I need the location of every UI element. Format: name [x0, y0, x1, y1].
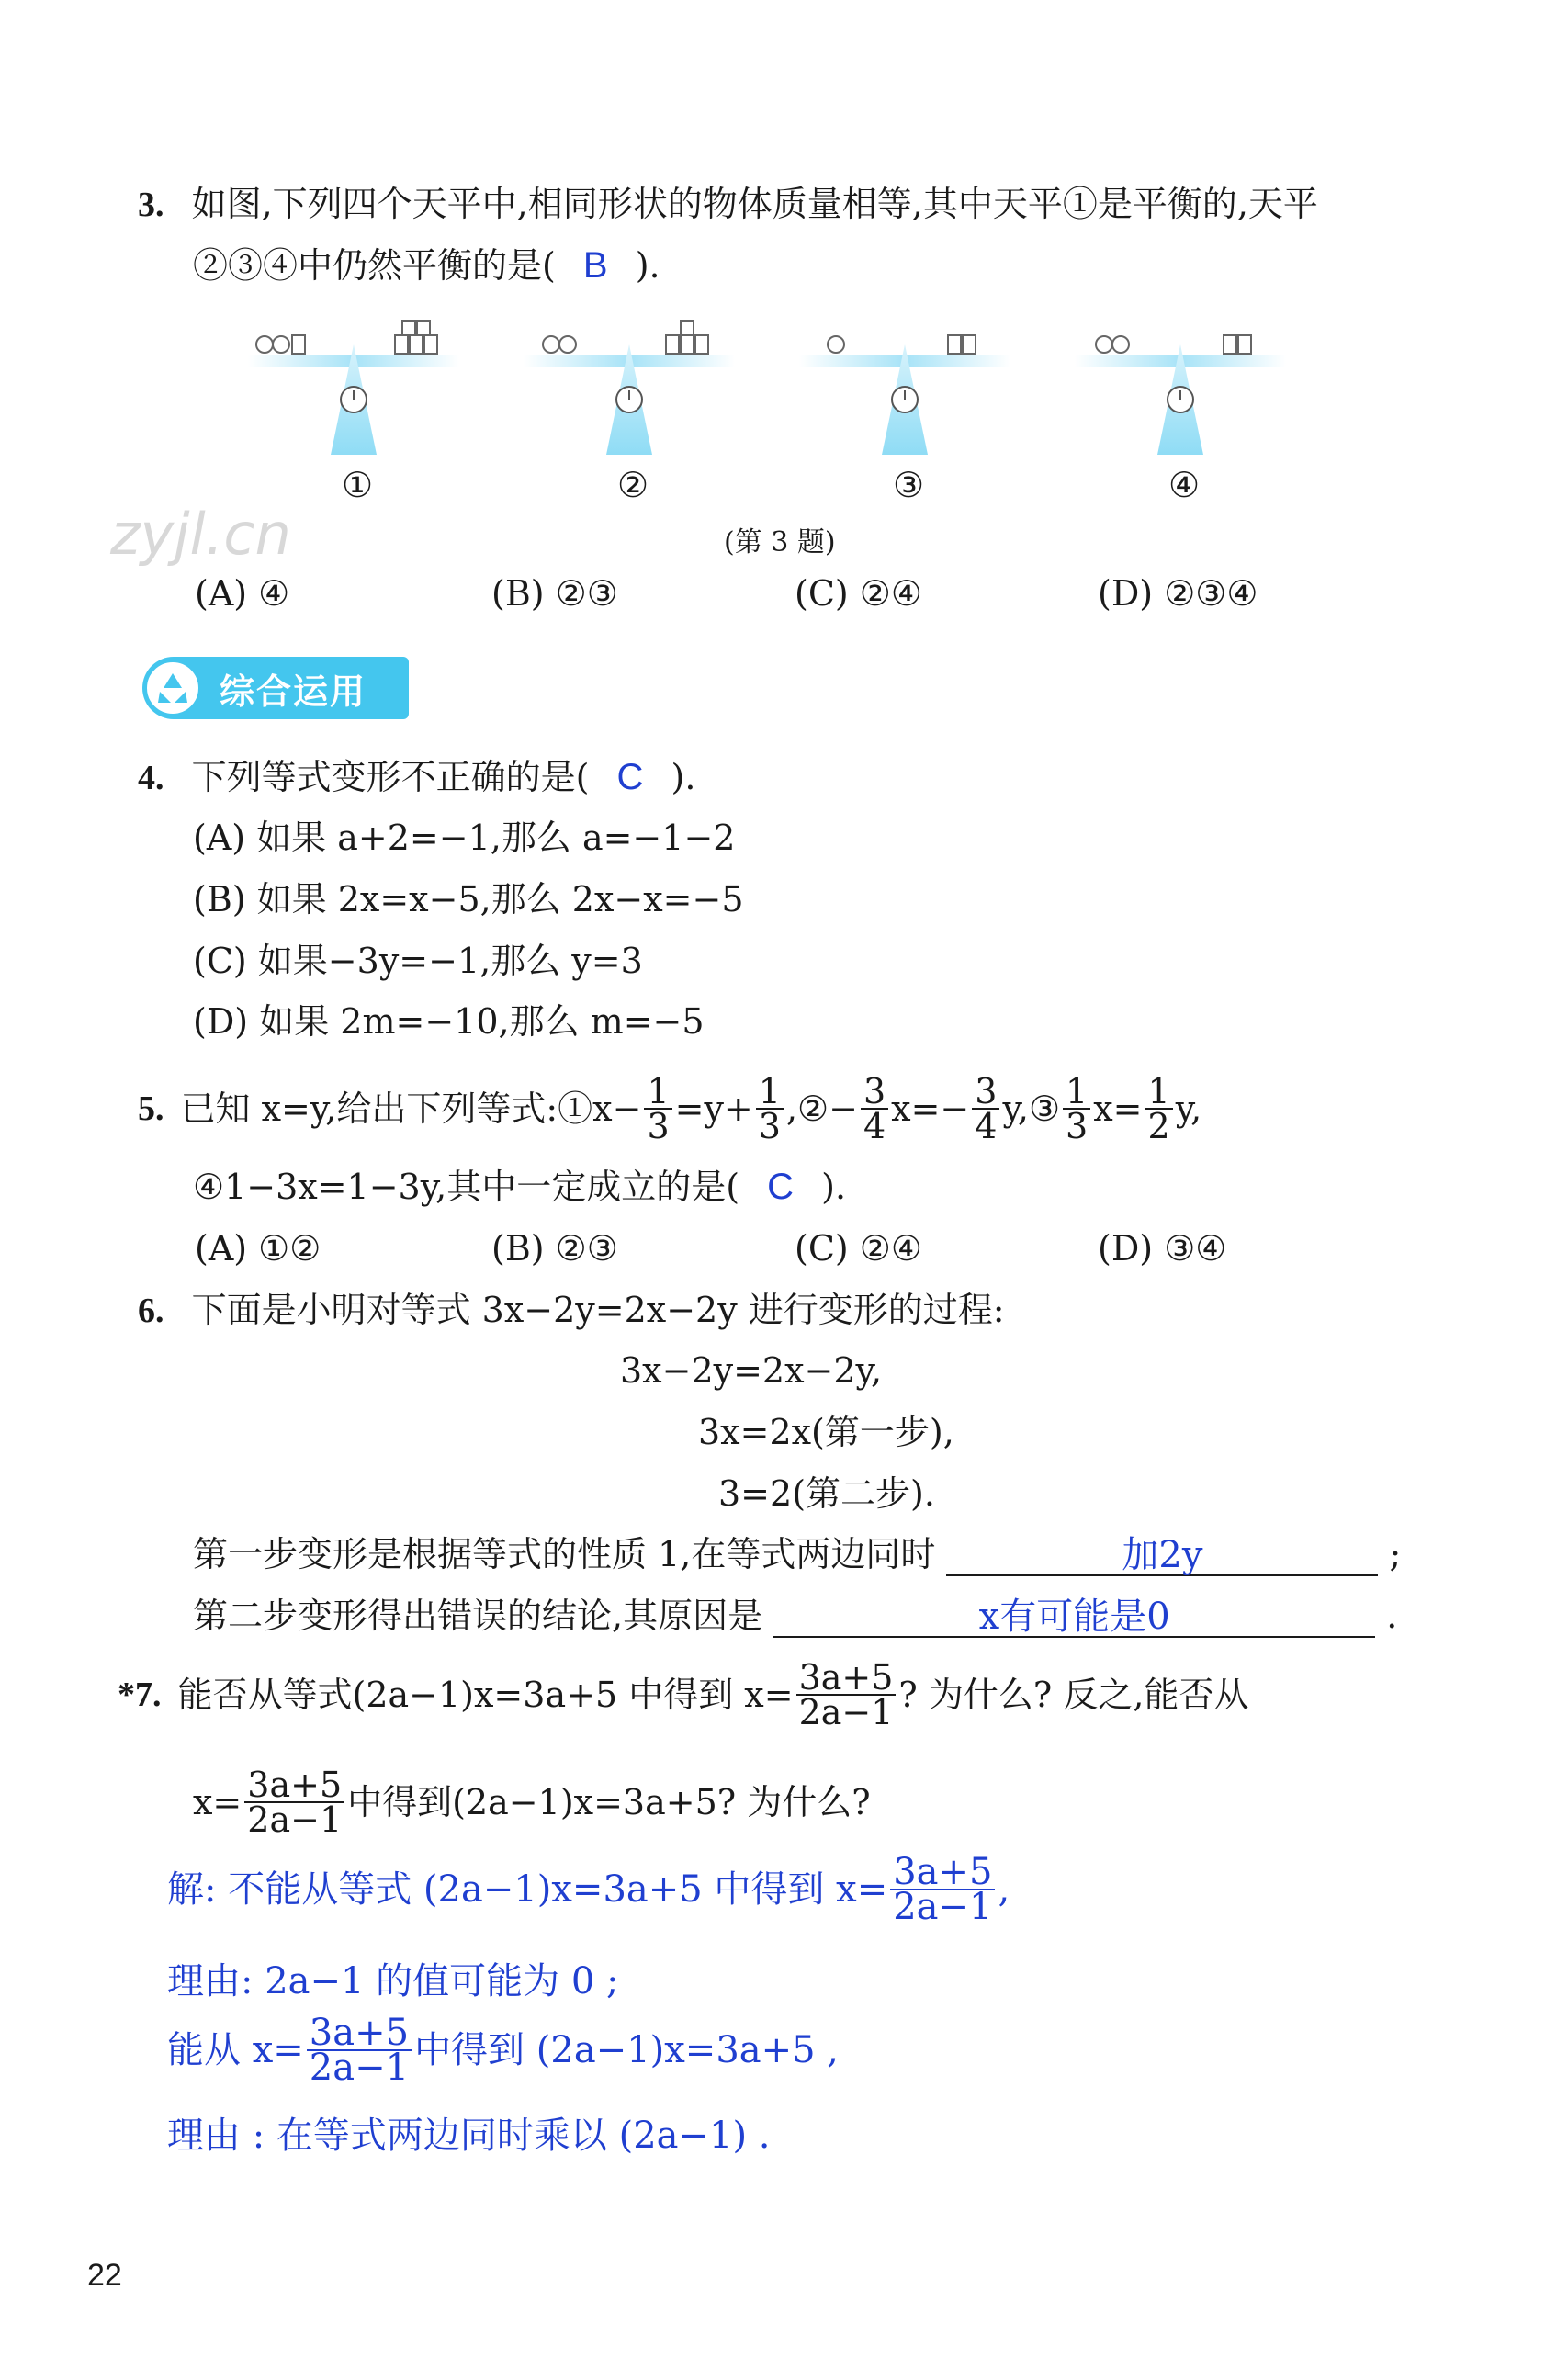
question-text: 能否从等式(2a−1)x=3a+5 中得到 x=: [177, 1675, 794, 1715]
fraction: [644, 1071, 671, 1146]
handwritten-answer: 加2y: [1122, 1534, 1203, 1576]
scale-label-4: ④: [1168, 465, 1201, 505]
numerator: 3: [861, 1075, 888, 1110]
question-3: [138, 182, 1318, 227]
fraction: [972, 1071, 999, 1146]
q4-option-a: (A) 如果 a+2=−1,那么 a=−1−2: [193, 818, 736, 858]
question-text: y,③: [1002, 1089, 1061, 1129]
q4-option-d: (D) 如果 2m=−10,那么 m=−5: [193, 1001, 705, 1042]
q4-option-b: (B) 如果 2x=x−5,那么 2x−x=−5: [193, 879, 744, 919]
question-text: x=: [193, 1782, 243, 1822]
numerator: 1: [1063, 1075, 1090, 1110]
solution-line-2: 理由: 2a−1 的值可能为 0 ;: [167, 1960, 619, 2002]
q4-option-c: (C) 如果−3y=−1,那么 y=3: [193, 941, 643, 981]
numerator: 3a+5: [796, 1661, 897, 1696]
page-number: 22: [87, 2258, 122, 2293]
solution-text: 能从 x=: [167, 2029, 304, 2071]
q5-option-b: (B) ②③: [491, 1228, 618, 1269]
question-text: y,: [1175, 1089, 1202, 1129]
question-number: *7.: [118, 1675, 162, 1714]
handwritten-answer: x有可能是0: [978, 1596, 1170, 1638]
numerator: 1: [644, 1075, 671, 1110]
question-text: ? 为什么? 反之,能否从: [898, 1675, 1249, 1715]
denominator: 3: [1066, 1106, 1089, 1146]
recycle-icon: [144, 660, 201, 716]
balance-scales-figure: [239, 308, 1304, 473]
option-d: (D) ②③④: [1098, 573, 1258, 614]
q5-option-d: (D) ③④: [1098, 1228, 1227, 1269]
fraction: [796, 1657, 897, 1732]
numerator: 3a+5: [307, 2016, 412, 2051]
fill-blank-2: [193, 1594, 1397, 1638]
scale-label-3: ③: [893, 465, 925, 505]
question-text: ;: [1389, 1534, 1402, 1574]
denominator: 2: [1147, 1106, 1170, 1146]
denominator: 4: [863, 1106, 886, 1146]
solution-line-1: [167, 1851, 1010, 1928]
question-3-line2: [193, 243, 660, 288]
fraction: [890, 1851, 995, 1928]
question-text: ④1−3x=1−3y,其中一定成立的是(: [193, 1167, 740, 1207]
scale-label-1: ①: [342, 465, 374, 505]
question-number: 3.: [138, 186, 164, 224]
question-text: x=: [1093, 1089, 1143, 1129]
watermark: zyjl.cn: [110, 501, 291, 568]
numerator: 3a+5: [890, 1856, 995, 1890]
balance-scale-4: [1075, 335, 1286, 455]
solution-line-4: 理由 : 在等式两边同时乘以 (2a−1) .: [167, 2115, 771, 2157]
numerator: 1: [1145, 1075, 1173, 1110]
denominator: 3: [647, 1106, 670, 1146]
derivation-step-3: 3=2(第二步).: [718, 1473, 935, 1514]
balance-scale-3: [799, 335, 1010, 455]
answer-blank: [946, 1536, 1378, 1576]
option-b: (B) ②③: [491, 573, 618, 614]
solution-text: 解: 不能从等式 (2a−1)x=3a+5 中得到 x=: [167, 1868, 888, 1911]
option-c: (C) ②④: [795, 573, 922, 614]
question-7: [118, 1657, 1249, 1732]
question-4: [138, 755, 695, 800]
answer-blank: [773, 1597, 1375, 1638]
denominator: 3: [758, 1106, 781, 1146]
question-text: 第一步变形是根据等式的性质 1,在等式两边同时: [193, 1534, 936, 1574]
question-5-line2: [193, 1165, 846, 1209]
derivation-step-1: 3x−2y=2x−2y,: [620, 1350, 883, 1391]
option-a: (A) ④: [195, 573, 290, 614]
question-text: 下面是小明对等式 3x−2y=2x−2y 进行变形的过程:: [191, 1290, 1005, 1330]
fill-blank-1: [193, 1532, 1401, 1576]
fraction: [1063, 1071, 1090, 1146]
derivation-step-2: 3x=2x(第一步),: [698, 1412, 954, 1452]
question-number: 6.: [138, 1292, 164, 1330]
solution-text: ,: [998, 1868, 1010, 1911]
question-text: 第二步变形得出错误的结论,其原因是: [193, 1596, 763, 1636]
denominator: 2a−1: [247, 1799, 343, 1840]
handwritten-answer: C: [616, 757, 644, 797]
solution-text: 中得到 (2a−1)x=3a+5 ,: [414, 2029, 840, 2071]
question-text: ).: [821, 1167, 847, 1207]
fraction: [861, 1071, 888, 1146]
denominator: 2a−1: [893, 1886, 993, 1928]
question-number: 4.: [138, 759, 164, 797]
question-7-line2: [193, 1765, 871, 1840]
question-text: =y+: [674, 1089, 753, 1129]
question-text: ,②−: [785, 1089, 858, 1129]
question-text: 已知 x=y,给出下列等式:①x−: [180, 1089, 642, 1129]
section-badge: [142, 657, 409, 719]
solution-line-3: [167, 2012, 840, 2089]
denominator: 2a−1: [798, 1692, 894, 1732]
question-text: .: [1386, 1596, 1398, 1636]
question-text: 下列等式变形不正确的是(: [191, 757, 590, 797]
question-text: ).: [671, 757, 696, 797]
fraction: [307, 2012, 412, 2089]
handwritten-answer: C: [767, 1167, 795, 1207]
question-text: 如图,下列四个天平中,相同形状的物体质量相等,其中天平①是平衡的,天平: [191, 184, 1318, 224]
question-6: [138, 1288, 1005, 1333]
balance-scale-1: [248, 321, 459, 455]
q5-option-a: (A) ①②: [195, 1228, 321, 1269]
question-5: [138, 1071, 1202, 1146]
fraction: [244, 1765, 344, 1840]
figure-caption: (第 3 题): [724, 526, 836, 558]
numerator: 3: [972, 1075, 999, 1110]
scale-label-2: ②: [617, 465, 649, 505]
fraction: [756, 1071, 784, 1146]
question-text: ).: [635, 245, 660, 286]
denominator: 4: [975, 1106, 998, 1146]
question-number: 5.: [138, 1089, 164, 1128]
handwritten-answer: B: [582, 245, 608, 286]
numerator: 1: [756, 1075, 784, 1110]
numerator: 3a+5: [244, 1768, 344, 1803]
denominator: 2a−1: [309, 2047, 410, 2089]
question-text: 中得到(2a−1)x=3a+5? 为什么?: [347, 1782, 871, 1822]
q5-option-c: (C) ②④: [795, 1228, 922, 1269]
question-text: x=−: [891, 1089, 970, 1129]
balance-scale-2: [524, 321, 735, 455]
question-text: ②③④中仍然平衡的是(: [193, 245, 556, 286]
fraction: [1145, 1071, 1173, 1146]
section-title: 综合运用: [220, 671, 367, 712]
